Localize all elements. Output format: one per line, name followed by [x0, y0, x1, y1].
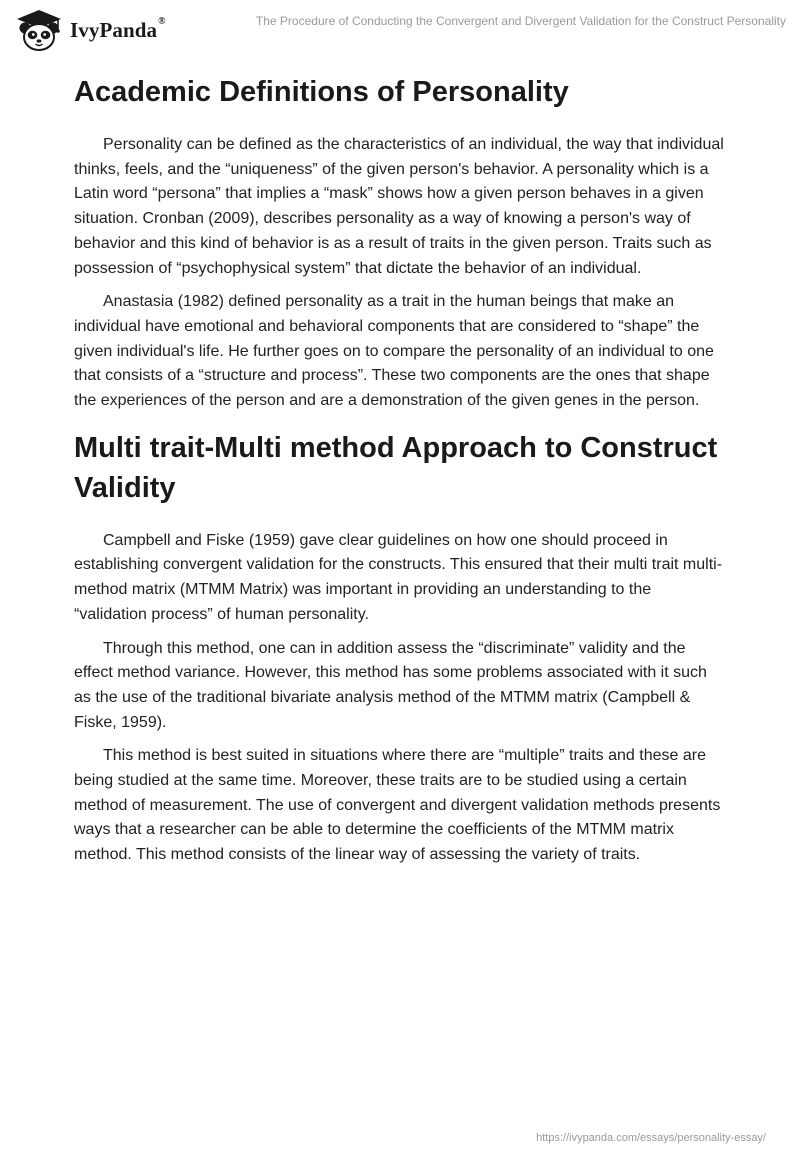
paragraph: Anastasia (1982) defined personality as a trait in the human beings that make an individual have emotional and behavioral components that are considered to “shape” the given individual's life. He further goes on to compare the personality of an individual to one that consists of a “structure and process”. These two components are the ones that shape the experiences of the person and are a demonstration of the given genes in the person.	[74, 293, 714, 410]
essay-content	[74, 70, 726, 877]
paragraph: Campbell and Fiske (1959) gave clear guidelines on how one should proceed in establishing convergent validation for the constructs. This ensured that their multi trait multi-method matrix (MTMM Matrix) was important in providing an understanding to the “validation process” of human personality.	[74, 531, 723, 623]
paragraph: Through this method, one can in addition assess the “discriminate” validity and the effect method variance. However, this method has some problems associated with it such as the use of the traditional bivariate analysis method of the MTMM matrix (Campbell & Fiske, 1959).	[74, 639, 707, 731]
ivypanda-logo[interactable]	[14, 8, 166, 52]
brand-name: IvyPanda®	[70, 15, 166, 42]
section-heading: Multi trait-Multi method Approach to Construct Validity	[74, 431, 718, 504]
section-heading: Academic Definitions of Personality	[74, 76, 569, 108]
page-header	[0, 0, 800, 60]
source-url[interactable]: https://ivypanda.com/essays/personality-essay/	[536, 1132, 766, 1144]
paragraph: This method is best suited in situations where there are “multiple” traits and these are being studied at the same time. Moreover, these traits are to be studied using a certain method of measurement. The use of convergent and divergent validation methods presents ways that a researcher can be able to determine the coefficients of the MTMM matrix method. This method consists of the linear way of assessing the variety of traits.	[74, 747, 721, 864]
paragraph: Personality can be defined as the characteristics of an individual, the way that individual thinks, feels, and the “uniqueness” of the given person's behavior. A personality which is a Latin word “persona” that implies a “mask” shows how a given person behaves in a given situation. Cronban (2009), describes personality as a way of knowing a person's way of behavior and this kind of behavior is as a result of traits in the given person. Traits such as possession of “psychophysical system” that dictate the behavior of an individual.	[74, 136, 724, 277]
panda-graduate-icon	[14, 8, 64, 52]
registered-mark: ®	[158, 15, 166, 27]
document-title: The Procedure of Conducting the Convergent and Divergent Validation for the Construct Personality	[255, 14, 786, 28]
